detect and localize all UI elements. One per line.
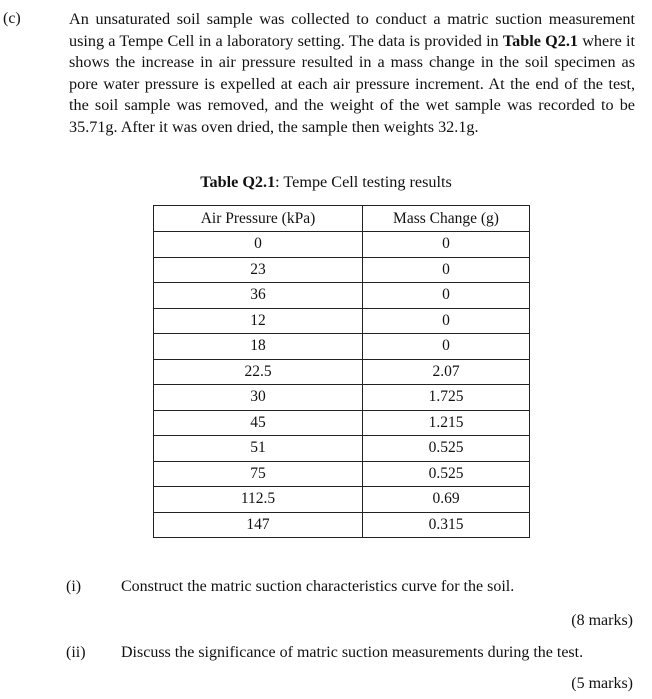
- air-pressure-cell: 112.5: [154, 487, 363, 513]
- mass-change-cell: 0.525: [363, 436, 530, 462]
- table-row: [154, 257, 530, 283]
- mass-change-cell: 1.725: [363, 385, 530, 411]
- mass-change-cell: 0.525: [363, 461, 530, 487]
- mass-change-cell: 0: [363, 334, 530, 360]
- intro-text-part2: where it shows the increase in air pressure resulted in a mass change in the soil specimen as pore water pressure is expelled at each air pressure increment. At the end of the test, the soil sample was removed, and the weight of the wet sample was recorded to be 35.71g. After it was oven dried, the sample then weights 32.1g.: [69, 31, 635, 136]
- mass-change-cell: 0: [363, 257, 530, 283]
- section-label: (c): [3, 10, 21, 27]
- air-pressure-cell: 23: [154, 257, 363, 283]
- air-pressure-cell: 30: [154, 385, 363, 411]
- table-row: [154, 283, 530, 309]
- question-i-number: (i): [66, 578, 82, 595]
- mass-change-cell: 1.215: [363, 410, 530, 436]
- table-row: [154, 385, 530, 411]
- air-pressure-cell: 147: [154, 512, 363, 538]
- table-caption-label: Table Q2.1: [200, 173, 276, 191]
- mass-change-cell: 0: [363, 232, 530, 258]
- mass-change-cell: 0: [363, 308, 530, 334]
- table-row: [154, 334, 530, 360]
- air-pressure-cell: 0: [154, 232, 363, 258]
- air-pressure-cell: 51: [154, 436, 363, 462]
- tempe-cell-table: [153, 205, 530, 538]
- table-row: [154, 308, 530, 334]
- header-air-pressure: Air Pressure (kPa): [154, 206, 363, 232]
- table-reference: Table Q2.1: [502, 31, 579, 50]
- question-ii-number: (ii): [66, 644, 86, 661]
- table-row: [154, 436, 530, 462]
- question-i-text: Construct the matric suction characteristics curve for the soil.: [121, 578, 515, 595]
- table-row: [154, 512, 530, 538]
- air-pressure-cell: 75: [154, 461, 363, 487]
- table-row: [154, 410, 530, 436]
- header-mass-change: Mass Change (g): [363, 206, 530, 232]
- question-i-marks: (8 marks): [571, 612, 633, 629]
- problem-statement: [69, 9, 635, 138]
- table-caption-text: : Tempe Cell testing results: [275, 173, 452, 191]
- table-row: [154, 232, 530, 258]
- air-pressure-cell: 45: [154, 410, 363, 436]
- mass-change-cell: 0: [363, 283, 530, 309]
- table-row: [154, 487, 530, 513]
- mass-change-cell: 0.315: [363, 512, 530, 538]
- air-pressure-cell: 12: [154, 308, 363, 334]
- intro-text-part1: An unsaturated soil sample was collected to conduct a matric suction measurement using a Tempe Cell in a laboratory setting. The data is provided in: [69, 10, 635, 50]
- mass-change-cell: 2.07: [363, 359, 530, 385]
- air-pressure-cell: 36: [154, 283, 363, 309]
- table-caption: [0, 173, 652, 192]
- air-pressure-cell: 22.5: [154, 359, 363, 385]
- air-pressure-cell: 18: [154, 334, 363, 360]
- question-ii-text: Discuss the significance of matric suction measurements during the test.: [121, 644, 584, 661]
- mass-change-cell: 0.69: [363, 487, 530, 513]
- table-row: [154, 359, 530, 385]
- question-ii-marks: (5 marks): [571, 675, 633, 692]
- table-header-row: [154, 206, 530, 232]
- table-row: [154, 461, 530, 487]
